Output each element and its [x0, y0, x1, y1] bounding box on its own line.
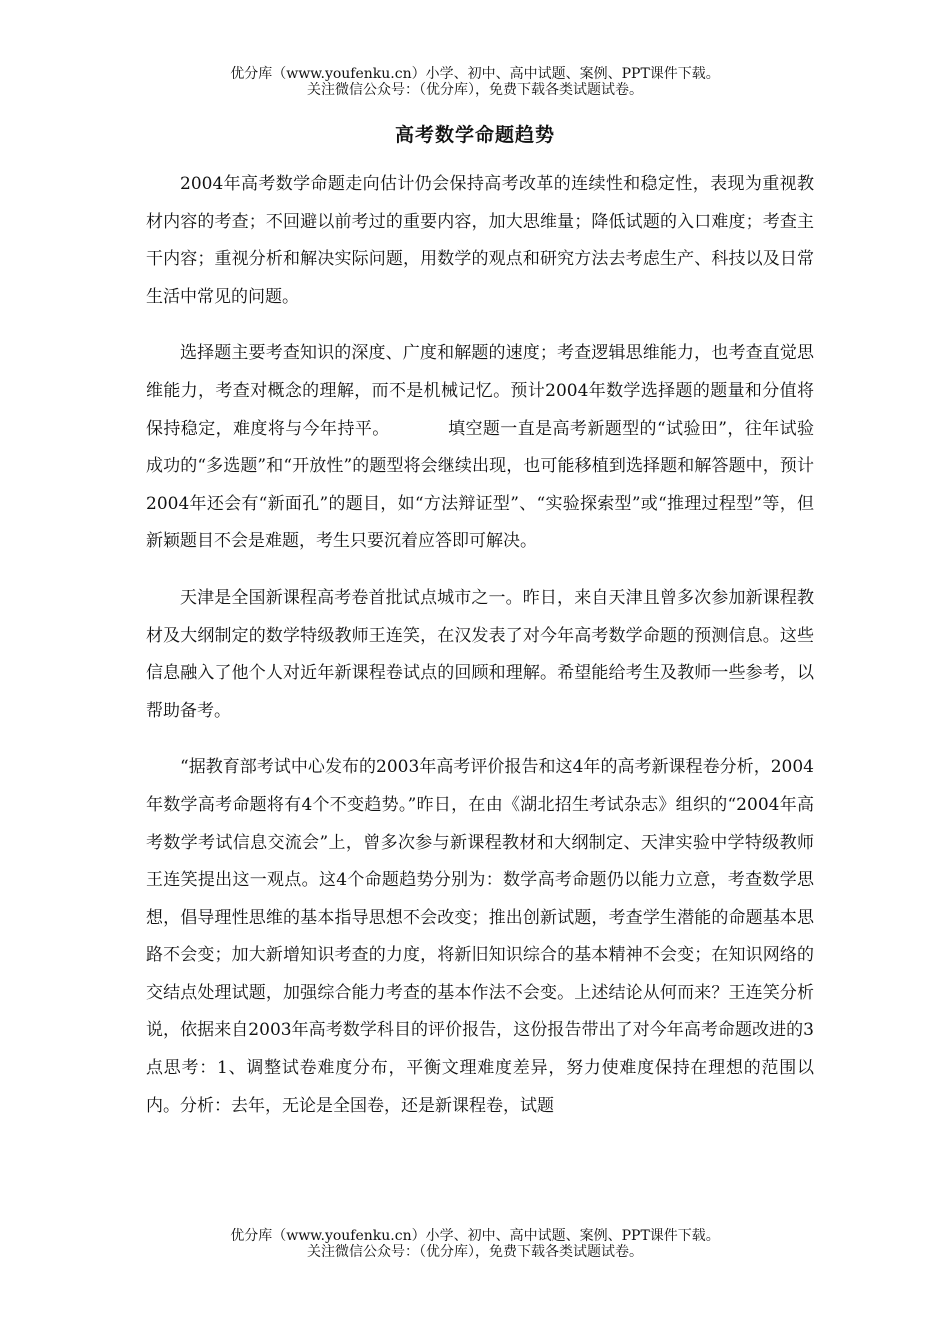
paragraph-2-part-1: 选择题主要考查知识的深度、广度和解题的速度；考查逻辑思维能力，也考查直觉思维能力，考查对概念的理解，而不是机械记忆。预计2004年数学选择题的题量和分值将保持稳定，难度将与今年持平。	[146, 343, 814, 439]
page-footer	[0, 1228, 950, 1260]
paragraph-4: “据教育部考试中心发布的2003年高考评价报告和这4年的高考新课程卷分析，2004年数学高考命题将有4个不变趋势。”昨日，在由《湖北招生考试杂志》组织的“2004年高考数学考试信息交流会”上，曾多次参与新课程教材和大纲制定、天津实验中学特级教师王连笑提出这一观点。这4个命题趋势分别为：数学高考命题仍以能力立意，考查数学思想，倡导理性思维的基本指导思想不会改变；推出创新试题，考查学生潜能的命题基本思路不会变；加大新增知识考查的力度，将新旧知识综合的基本精神不会变；在知识网络的交结点处理试题，加强综合能力考查的基本作法不会变。上述结论从何而来？王连笑分析说，依据来自2003年高考数学科目的评价报告，这份报告带出了对今年高考命题改进的3点思考：1、调整试卷难度分布，平衡文理难度差异，努力使难度保持在理想的范围以内。分析：去年，无论是全国卷，还是新课程卷，试题	[146, 757, 814, 1116]
paragraph-2	[146, 335, 814, 561]
header-line-1: 优分库（www.youfenku.cn）小学、初中、高中试题、案例、PPT课件下载。	[230, 66, 720, 82]
document-body	[146, 166, 814, 1125]
page-header	[0, 66, 950, 98]
footer-line-2: 关注微信公众号：（优分库），免费下载各类试题试卷。	[307, 1244, 643, 1260]
paragraph-1: 2004年高考数学命题走向估计仍会保持高考改革的连续性和稳定性，表现为重视教材内容的考查；不回避以前考过的重要内容，加大思维量；降低试题的入口难度；考查主干内容；重视分析和解决实际问题，用数学的观点和研究方法去考虑生产、科技以及日常生活中常见的问题。	[146, 174, 814, 307]
paragraph-2-part-2: 填空题一直是高考新题型的“试验田”，往年试验成功的“多选题”和“开放性”的题型将会继续出现，也可能移植到选择题和解答题中，预计2004年还会有“新面孔”的题目，如“方法辩证型”、“实验探索型”或“推理过程型”等，但新颖题目不会是难题，考生只要沉着应答即可解决。	[146, 418, 814, 552]
footer-line-1: 优分库（www.youfenku.cn）小学、初中、高中试题、案例、PPT课件下载。	[230, 1228, 720, 1244]
header-line-2: 关注微信公众号：（优分库），免费下载各类试题试卷。	[307, 82, 643, 98]
document-title: 高考数学命题趋势	[394, 124, 555, 146]
paragraph-3: 天津是全国新课程高考卷首批试点城市之一。昨日，来自天津且曾多次参加新课程教材及大纲制定的数学特级教师王连笑，在汉发表了对今年高考数学命题的预测信息。这些信息融入了他个人对近年新课程卷试点的回顾和理解。希望能给考生及教师一些参考，以帮助备考。	[146, 587, 814, 721]
